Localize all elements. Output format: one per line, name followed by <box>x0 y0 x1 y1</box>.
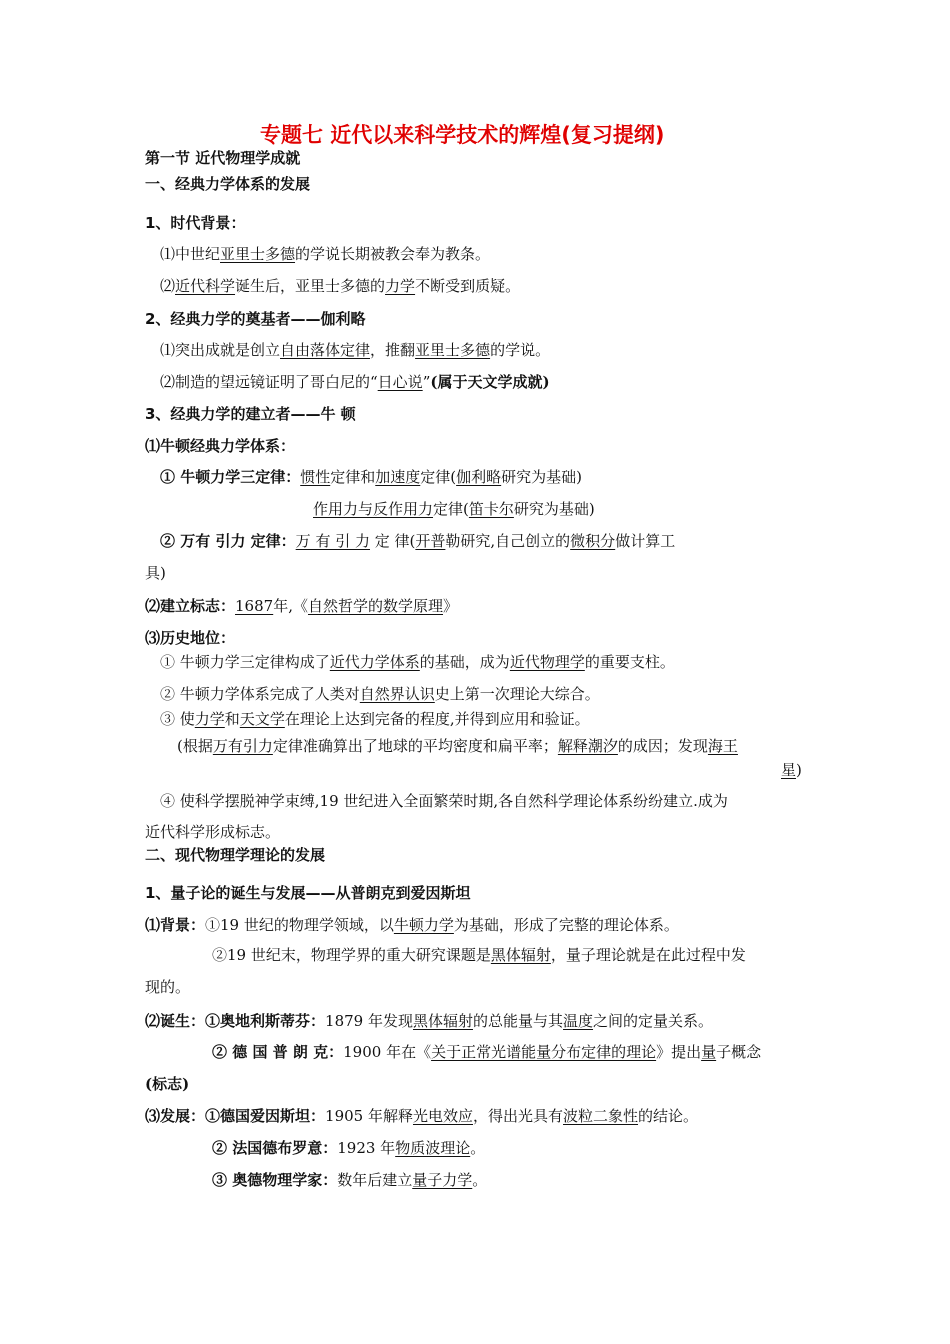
text: ) <box>796 761 802 779</box>
text: 年,《 <box>273 597 308 615</box>
laws-line-2 <box>313 499 595 519</box>
quantum-development-1 <box>145 1106 698 1126</box>
text: 的学说。 <box>490 341 551 359</box>
label: ⑴背景： <box>145 916 206 934</box>
subheading-galileo: 2、经典力学的奠基者——伽利略 <box>145 310 366 328</box>
quantum-birth-3: (标志) <box>145 1075 190 1093</box>
text: ⑵ <box>160 277 176 295</box>
label: ⑵诞生： <box>145 1012 206 1030</box>
blank-answer: 星 <box>781 761 797 779</box>
text: 定 律( <box>369 532 416 550</box>
text: 数年后建立 <box>337 1171 413 1189</box>
gravitation-line-1 <box>160 531 675 551</box>
label: ② 万有 引力 定律： <box>160 532 296 550</box>
background-item-2 <box>160 276 520 296</box>
text: 在理论上达到完备的程度,并得到应用和验证。 <box>284 710 590 728</box>
text: ⑴中世纪 <box>160 245 221 263</box>
gravitation-line-2: 具) <box>145 564 166 582</box>
background-item-1 <box>160 244 490 264</box>
blank-answer: 黑体辐射 <box>490 946 551 964</box>
quantum-development-3 <box>212 1170 487 1190</box>
text: 定律准确算出了地球的平均密度和扁平率； <box>272 737 558 755</box>
text: ① 牛顿力学三定律构成了 <box>160 653 330 671</box>
text: 定律和 <box>330 468 376 486</box>
subheading-quantum: 1、量子论的诞生与发展——从普朗克到爱因斯坦 <box>145 884 471 902</box>
blank-answer: 近代物理学 <box>509 653 585 671</box>
blank-answer: 笛卡尔 <box>468 500 514 518</box>
text: 定律( <box>420 468 457 486</box>
history-item-4-end: 近代科学形成标志。 <box>145 823 281 841</box>
text: 1923 年 <box>337 1139 396 1157</box>
text: 的基础，成为 <box>419 653 510 671</box>
text: ⑴突出成就是创立 <box>160 341 281 359</box>
blank-answer: 1687 <box>235 597 274 615</box>
text: 的结论。 <box>638 1107 699 1125</box>
text: 之间的定量关系。 <box>593 1012 714 1030</box>
text: ②19 世纪末，物理学界的重大研究课题是 <box>212 946 491 964</box>
text: 诞生后，亚里士多德的 <box>235 277 386 295</box>
text: 不断受到质疑。 <box>415 277 521 295</box>
blank-answer: 天文学 <box>239 710 285 728</box>
text: 》提出 <box>656 1043 702 1061</box>
blank-answer: 解释潮汐 <box>557 737 618 755</box>
subheading-history: ⑶历史地位： <box>145 629 236 647</box>
galileo-item-1 <box>160 340 550 360</box>
text: 为基础，形成了完整的理论体系。 <box>453 916 679 934</box>
quantum-background-3: 现的。 <box>145 978 191 996</box>
blank-answer: 波粒二象性 <box>563 1107 639 1125</box>
history-item-2 <box>160 684 600 704</box>
quantum-development-2 <box>212 1138 485 1158</box>
blank-answer: 自然界认识 <box>359 685 435 703</box>
blank-answer: 亚里士多德 <box>220 245 296 263</box>
text: ⑵制造的望远镜证明了哥白尼的“ <box>160 373 378 391</box>
note: (属于天文学成就) <box>430 373 550 391</box>
blank-answer: 万 有 引 力 <box>295 532 370 550</box>
subheading-background: 1、时代背景： <box>145 214 246 232</box>
history-item-3-note <box>177 736 738 756</box>
label: ⑶发展： <box>145 1107 206 1125</box>
label: ② 法国德布罗意： <box>212 1139 338 1157</box>
galileo-item-2 <box>160 372 550 392</box>
laws-line-1 <box>160 467 582 487</box>
blank-answer: 万有引力 <box>212 737 273 755</box>
text: ，量子理论就是在此过程中发 <box>550 946 746 964</box>
blank-answer: 自由落体定律 <box>280 341 371 359</box>
text: ，得出光具有 <box>473 1107 564 1125</box>
text: 和 <box>224 710 240 728</box>
text: ①19 世纪的物理学领域，以 <box>205 916 394 934</box>
blank-answer: 惯性 <box>300 468 331 486</box>
blank-answer: 日心说 <box>377 373 423 391</box>
blank-answer: 近代科学 <box>175 277 236 295</box>
text: 的总能量与其 <box>473 1012 564 1030</box>
text: 子概念 <box>716 1043 762 1061</box>
blank-answer: 作用力与反作用力 <box>313 500 434 518</box>
part-heading-2: 二、现代物理学理论的发展 <box>145 846 326 864</box>
history-item-3 <box>160 709 590 729</box>
blank-answer: 自然哲学的数学原理 <box>307 597 443 615</box>
quantum-birth-2 <box>212 1042 761 1062</box>
quantum-birth-1 <box>145 1011 713 1031</box>
blank-answer: 开普 <box>415 532 446 550</box>
blank-answer: 力学 <box>194 710 225 728</box>
blank-answer: 物质波理论 <box>395 1139 471 1157</box>
text: ③ 使 <box>160 710 195 728</box>
blank-answer: 力学 <box>385 277 416 295</box>
text: (根据 <box>177 737 213 755</box>
text: 1879 年发现 <box>325 1012 413 1030</box>
part-heading: 一、经典力学体系的发展 <box>145 175 311 193</box>
text: 1905 年解释 <box>325 1107 413 1125</box>
blank-answer: 量子力学 <box>412 1171 473 1189</box>
text: 研究为基础) <box>513 500 595 518</box>
text: ，推翻 <box>370 341 416 359</box>
establishment-sign <box>145 596 458 616</box>
text: 的重要支柱。 <box>584 653 675 671</box>
blank-answer: 海王 <box>707 737 738 755</box>
blank-answer: 伽利略 <box>456 468 502 486</box>
text: 勒研究,自己创立的 <box>445 532 571 550</box>
text: 1900 年在《 <box>343 1043 432 1061</box>
text: 的成因；发现 <box>617 737 708 755</box>
blank-answer: 牛顿力学 <box>393 916 454 934</box>
blank-answer: 关于正常光谱能量分布定律的理论 <box>431 1043 657 1061</box>
label: ①奥地利斯蒂芬： <box>205 1012 326 1030</box>
history-item-1 <box>160 652 675 672</box>
blank-answer: 微积分 <box>570 532 616 550</box>
blank-answer: 光电效应 <box>412 1107 473 1125</box>
label: ② 德 国 普 朗 克： <box>212 1043 344 1061</box>
subheading-newton-system: ⑴牛顿经典力学体系： <box>145 437 296 455</box>
text: ” <box>422 373 431 391</box>
document-title: 专题七 近代以来科学技术的辉煌(复习提纲) <box>260 123 665 147</box>
blank-answer: 亚里士多德 <box>415 341 491 359</box>
text: 的学说长期被教会奉为教条。 <box>295 245 491 263</box>
subheading-newton: 3、经典力学的建立者——牛 顿 <box>145 405 356 423</box>
label: ① 牛顿力学三定律： <box>160 468 301 486</box>
label: ⑵建立标志： <box>145 597 236 615</box>
blank-answer: 温度 <box>563 1012 594 1030</box>
quantum-background-2 <box>212 945 746 965</box>
text: 。 <box>470 1139 486 1157</box>
text: ② 牛顿力学体系完成了人类对 <box>160 685 360 703</box>
blank-answer: 加速度 <box>375 468 421 486</box>
text: 》 <box>443 597 459 615</box>
quantum-background-1 <box>145 915 679 935</box>
section-heading: 第一节 近代物理学成就 <box>145 149 301 167</box>
text: 。 <box>472 1171 488 1189</box>
text: 定律( <box>433 500 469 518</box>
text: 史上第一次理论大综合。 <box>434 685 600 703</box>
history-item-3-note-end <box>781 760 802 780</box>
label: ③ 奥德物理学家： <box>212 1171 338 1189</box>
text: 研究为基础) <box>501 468 583 486</box>
blank-answer: 近代力学体系 <box>329 653 420 671</box>
history-item-4: ④ 使科学摆脱神学束缚,19 世纪进入全面繁荣时期,各自然科学理论体系纷纷建立.成为 <box>160 792 728 810</box>
text: 做计算工 <box>615 532 676 550</box>
label: ①德国爱因斯坦： <box>205 1107 326 1125</box>
blank-answer: 黑体辐射 <box>412 1012 473 1030</box>
blank-answer: 量 <box>701 1043 717 1061</box>
